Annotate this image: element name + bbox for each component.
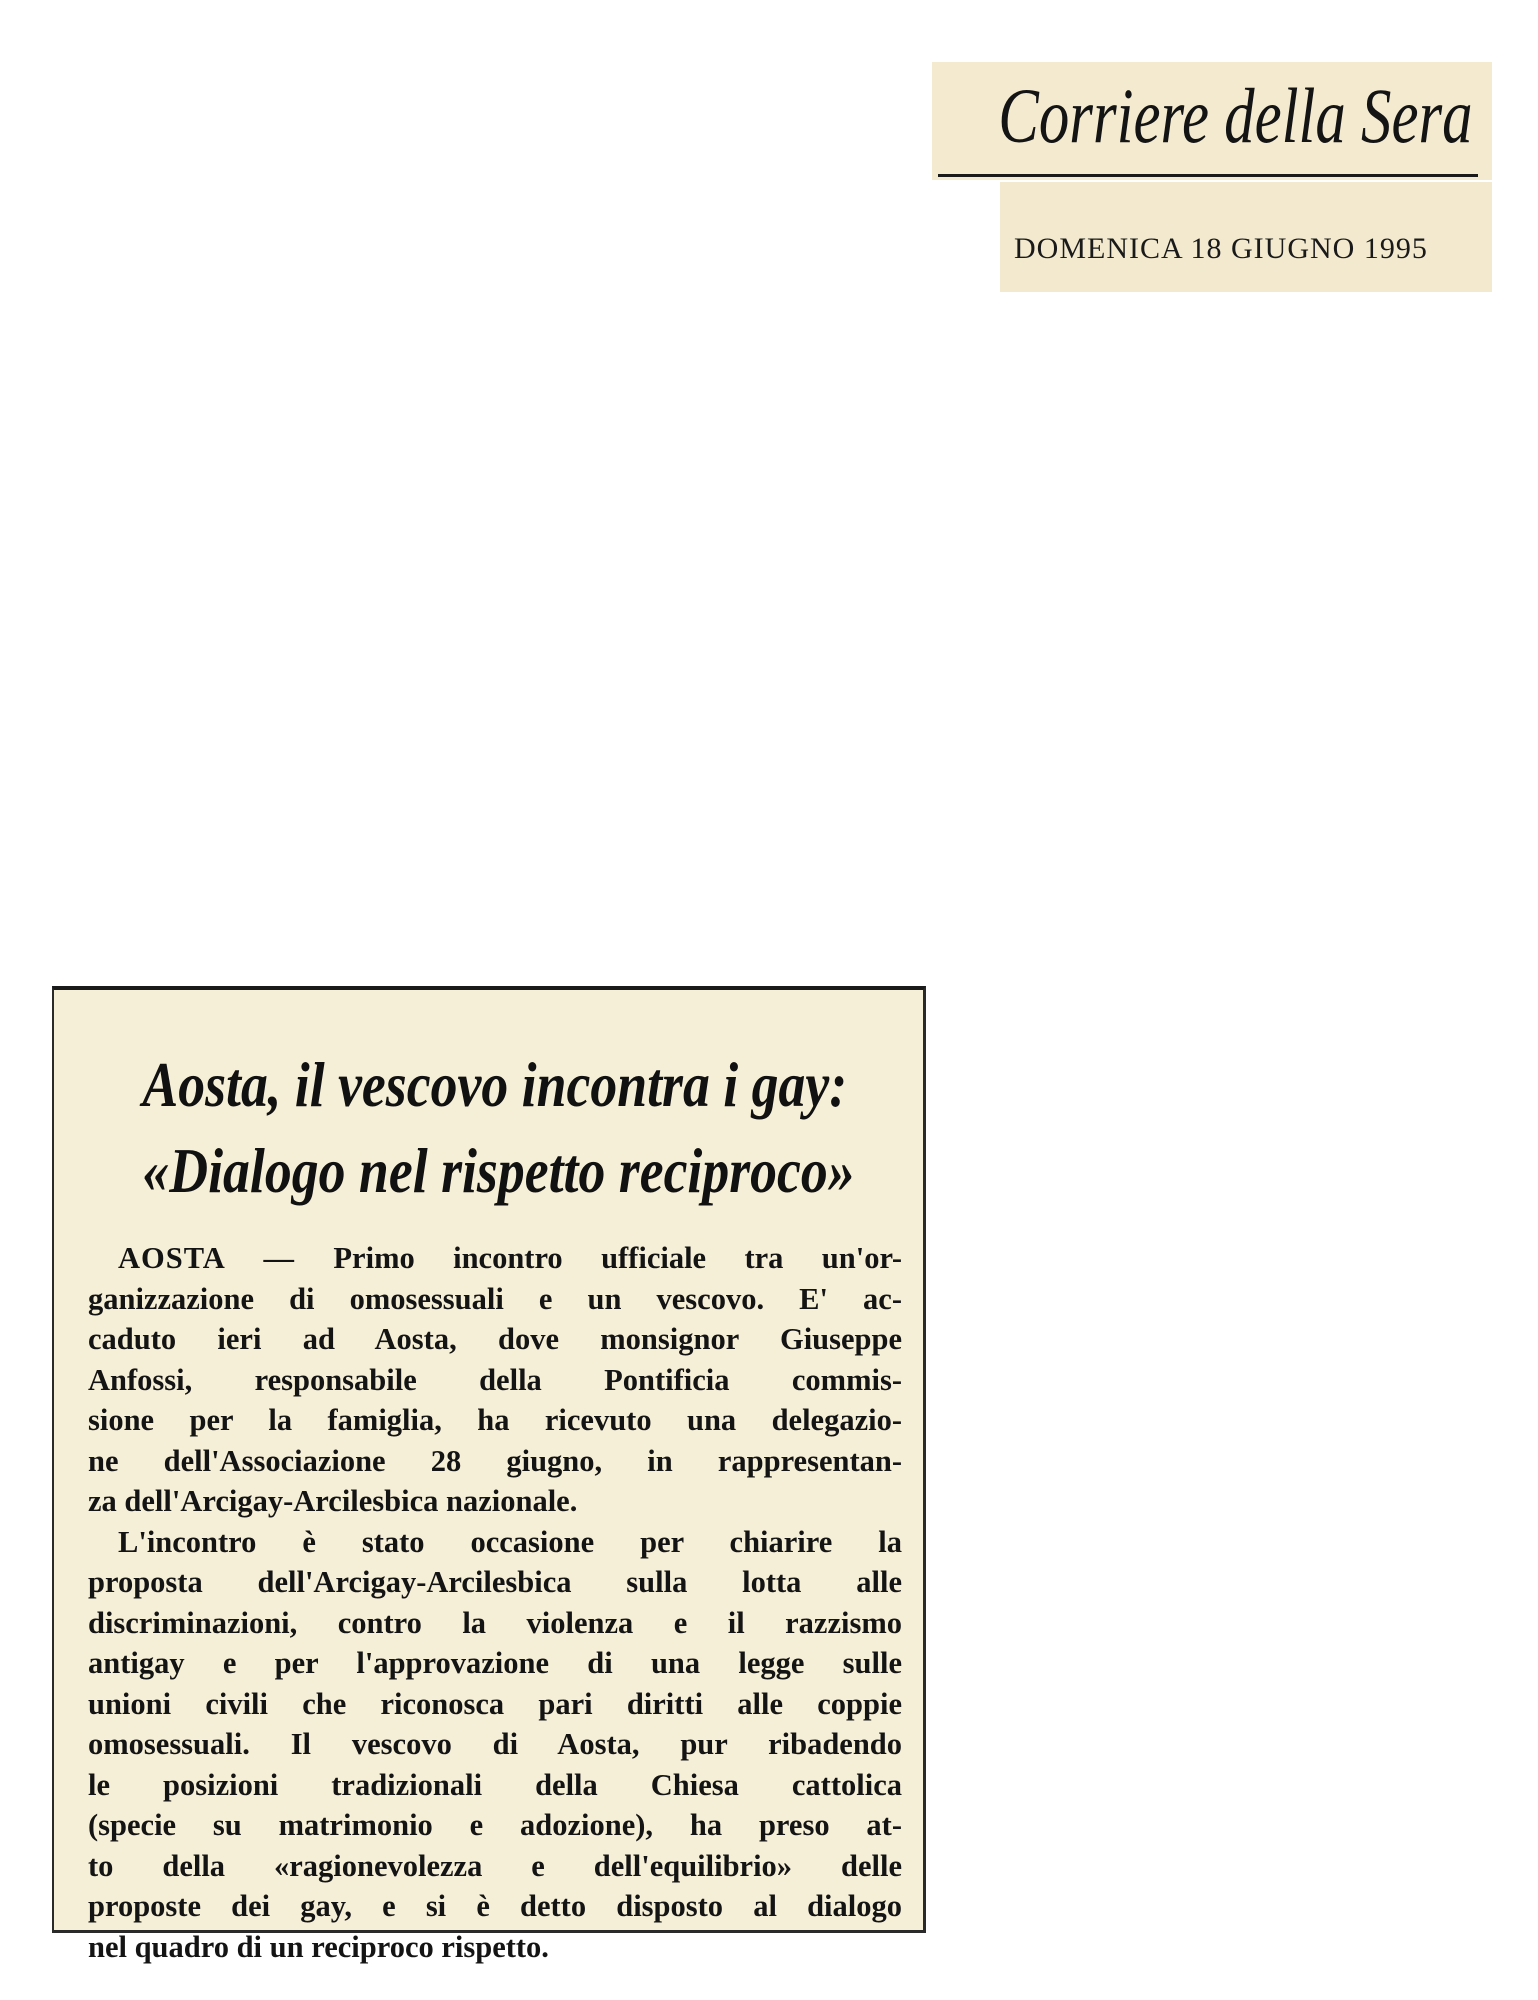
- paragraph-2: [88, 1522, 902, 1968]
- body-line: le posizioni tradizionali della Chiesa cattolica: [88, 1767, 902, 1802]
- body-line: nel quadro di un reciproco rispetto.: [88, 1929, 549, 1964]
- body-line: omosessuali. Il vescovo di Aosta, pur ribadendo: [88, 1727, 902, 1761]
- body-line: caduto ieri ad Aosta, dove monsignor Giuseppe: [88, 1322, 902, 1356]
- body-line: Anfossi, responsabile della Pontificia commis-: [88, 1362, 902, 1397]
- headline-line-1: Aosta, il vescovo incontra i gay:: [142, 1049, 848, 1120]
- body-line: antigay e per l'approvazione di una legge sulle: [88, 1646, 902, 1680]
- article-clipping: [52, 986, 926, 1964]
- body-line: proposta dell'Arcigay-Arcilesbica sulla lotta alle: [88, 1565, 902, 1599]
- body-line: L'incontro è stato occasione per chiarire la: [118, 1524, 902, 1559]
- body-line: ne dell'Associazione 28 giugno, in rappresentan-: [88, 1443, 902, 1478]
- body-line: ganizzazione di omosessuali e un vescovo. E' ac-: [88, 1281, 902, 1316]
- body-line: unioni civili che riconosca pari diritti alle coppie: [88, 1686, 902, 1721]
- body-line: to della «ragionevolezza e dell'equilibrio» delle: [88, 1848, 902, 1883]
- publication-date: DOMENICA 18 GIUGNO 1995: [1014, 232, 1428, 265]
- date-clipping: [1000, 182, 1492, 292]
- body-line: za dell'Arcigay-Arcilesbica nazionale.: [88, 1484, 578, 1518]
- headline-line-2: «Dialogo nel rispetto reciproco»: [142, 1135, 855, 1206]
- masthead-rule: [938, 174, 1478, 177]
- body-line: discriminazioni, contro la violenza e il razzismo: [88, 1605, 902, 1640]
- body-line: (specie su matrimonio e adozione), ha preso at-: [88, 1808, 902, 1842]
- article-body: [88, 1238, 902, 1967]
- body-line: [88, 1238, 902, 1279]
- masthead-clipping: [932, 62, 1492, 180]
- paragraph-1: [88, 1238, 902, 1522]
- newspaper-name: Corriere della Sera: [998, 72, 1473, 159]
- article-headline: [76, 1042, 906, 1214]
- body-line-text: Primo incontro ufficiale tra un'or-: [333, 1241, 903, 1275]
- body-line: sione per la famiglia, ha ricevuto una delegazio-: [88, 1403, 902, 1437]
- dateline: AOSTA —: [118, 1241, 296, 1275]
- body-line: proposte dei gay, e si è detto disposto al dialogo: [88, 1889, 902, 1923]
